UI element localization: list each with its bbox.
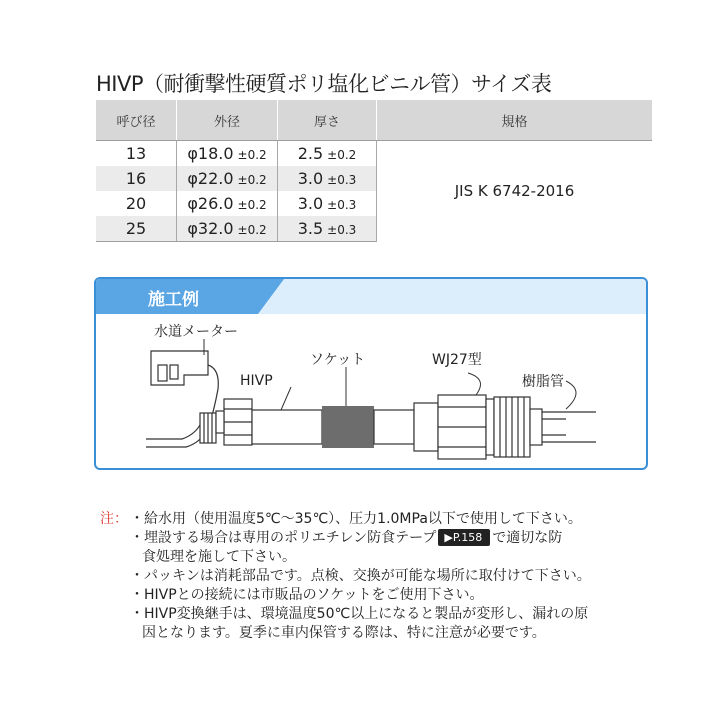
page-title: HIVP（耐衝撃性硬質ポリ塩化ビニル管）サイズ表 <box>96 72 552 96</box>
note-text: 食処理を施して下さい。 <box>142 549 296 565</box>
cell-thickness <box>278 216 377 242</box>
cell-od <box>177 166 278 191</box>
installation-example-box <box>94 277 648 470</box>
label-resin-pipe: 樹脂管 <box>522 374 564 390</box>
thickness-tolerance: ±0.3 <box>327 198 357 212</box>
note-item <box>100 510 591 529</box>
hivp-pipe-shape <box>252 410 322 444</box>
cell-nominal: 13 <box>125 144 147 163</box>
thickness-value: 2.5 <box>297 144 324 163</box>
cell-spec: JIS K 6742-2016 <box>377 141 653 242</box>
socket-shape <box>322 406 374 448</box>
od-value: φ18.0 <box>187 144 234 163</box>
header-od: 外径 <box>177 100 278 141</box>
note-item <box>100 567 591 586</box>
note-text: で適切な防 <box>492 530 563 546</box>
cell-thickness <box>278 191 377 216</box>
cell-thickness <box>278 141 377 167</box>
thickness-tolerance: ±0.2 <box>327 148 357 162</box>
header-nominal: 呼び径 <box>96 100 177 141</box>
label-wj27: WJ27型 <box>432 352 482 368</box>
od-value: φ32.0 <box>187 219 234 238</box>
cell-nominal: 20 <box>125 194 147 213</box>
cell-od <box>177 191 278 216</box>
od-tolerance: ±0.2 <box>237 173 267 187</box>
cell-od <box>177 141 278 167</box>
note-text: ・給水用（使用温度5℃～35℃）、圧力1.0MPa以下で使用して下さい。 <box>130 511 582 527</box>
wj27-fitting-shape <box>414 395 542 459</box>
notes-prefix: 注： <box>100 511 128 527</box>
notes-block <box>100 510 591 643</box>
od-value: φ22.0 <box>187 169 234 188</box>
thickness-value: 3.5 <box>297 219 324 238</box>
thickness-tolerance: ±0.3 <box>327 223 357 237</box>
label-water-meter: 水道メーター <box>154 324 238 340</box>
header-spec: 規格 <box>377 100 653 141</box>
od-value: φ26.0 <box>187 194 234 213</box>
size-table <box>96 100 652 242</box>
thickness-value: 3.0 <box>297 169 324 188</box>
od-tolerance: ±0.2 <box>237 198 267 212</box>
table-row <box>96 141 652 167</box>
note-item-continuation <box>100 624 591 643</box>
note-item <box>100 529 591 548</box>
label-hivp: HIVP <box>240 373 273 389</box>
table-header-row <box>96 100 652 141</box>
note-text: ・埋設する場合は専用のポリエチレン防食テープ <box>130 530 437 546</box>
cell-nominal: 25 <box>96 216 177 242</box>
thickness-value: 3.0 <box>297 194 324 213</box>
od-tolerance: ±0.2 <box>237 148 267 162</box>
connecting-pipe-shape <box>374 410 414 444</box>
note-text: ・パッキンは消耗部品です。点検、交換が可能な場所に取付けて下さい。 <box>130 568 591 584</box>
note-item-continuation <box>100 548 591 567</box>
cell-od <box>177 216 278 242</box>
meter-coupling-shape <box>200 413 216 443</box>
resin-pipe-shape <box>542 412 596 442</box>
header-thickness: 厚さ <box>278 100 377 141</box>
union-nut-shape <box>216 399 252 445</box>
example-heading: 施工例 <box>148 290 199 310</box>
note-item <box>100 586 591 605</box>
cell-nominal: 16 <box>96 166 177 191</box>
label-socket: ソケット <box>310 352 366 368</box>
thickness-tolerance: ±0.3 <box>327 173 357 187</box>
note-text: 因となります。夏季に車内保管する際は、特に注意が必要です。 <box>142 625 546 641</box>
pipe-diagram <box>96 279 648 470</box>
note-text: ・HIVP変換継手は、環境温度50℃以上になると製品が変形し、漏れの原 <box>130 606 589 622</box>
cell-thickness <box>278 166 377 191</box>
note-item <box>100 605 591 624</box>
od-tolerance: ±0.2 <box>237 223 267 237</box>
note-text: ・HIVPとの接続には市販品のソケットをご使用下さい。 <box>130 587 484 603</box>
page-reference-badge[interactable]: ▶P.158 <box>438 529 490 546</box>
